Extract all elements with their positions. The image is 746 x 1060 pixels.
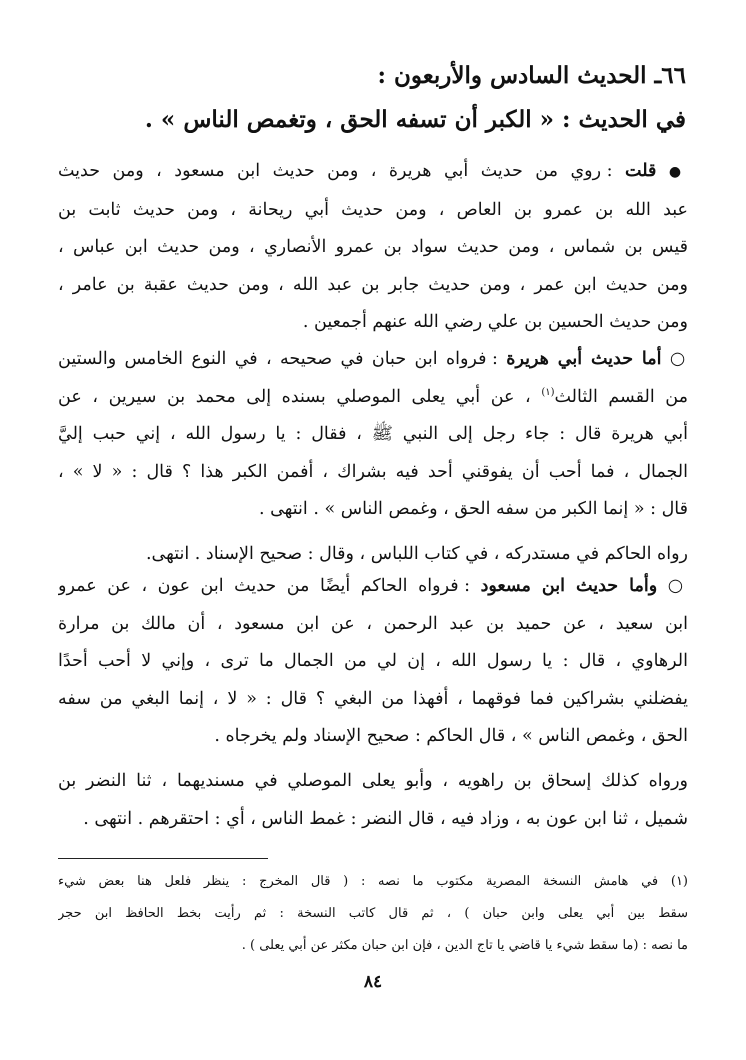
subtitle-quote: « الكبر أن تسفه الحق ، وتغمص الناس » .: [144, 106, 554, 133]
footnote-line: ما نصه : (ما سقط شيء يا قاضي يا تاج الدين ، فإن ابن حبان مكثر عن أبي يعلى ) .: [241, 938, 688, 953]
line-text: في هامش النسخة المصرية مكتوب ما نصه : ( قال المخرج : ينظر فلعل هنا بعض شيء: [58, 874, 659, 889]
paragraph-abu-hurairah: [58, 341, 688, 529]
text-line: [58, 341, 688, 379]
paragraph-ishaq: [58, 763, 688, 838]
text-line: [58, 379, 688, 417]
line-text: من القسم الثالث: [554, 386, 688, 407]
footnote-number: (١): [670, 874, 688, 889]
footnote-reference: (١): [541, 386, 555, 398]
text-line: يفضلني بشراكين فما فوقهما ، أفهذا من البغي ؟ قال : « لا ، إنما البغي من سفه: [58, 688, 688, 709]
footnote: [58, 866, 688, 962]
text-line: الرهاوي ، قال : يا رسول الله ، إن لي من الجمال ما ترى ، وإني لا أحب أحدًا: [58, 651, 688, 672]
hadith-title: [60, 58, 686, 94]
paragraph-label: قلت: [625, 161, 657, 181]
line-text: : فرواه ابن حبان في صحيحه ، في النوع الخامس والستين: [58, 349, 498, 369]
circle-marker-icon: ○: [669, 349, 688, 369]
text-line: الحق ، وغمص الناس » ، قال الحاكم : صحيح الإسناد ولم يخرجاه .: [214, 726, 688, 747]
hadith-number-title: ٦٦ـ الحديث السادس والأربعون :: [377, 62, 686, 89]
text-line: الجمال ، فما أحب أن يفوقني أحد فيه بشراك ، أفمن الكبر هذا ؟ قال : « لا » ،: [58, 461, 688, 482]
paragraph-label: وأما حديث ابن مسعود: [480, 576, 658, 596]
text-line: أبي هريرة قال : جاء رجل إلى النبي ﷺ ، فقال : يا رسول الله ، إني حبب إليَّ: [58, 424, 688, 445]
page-number: ٨٤: [363, 972, 383, 992]
text-line: [58, 153, 688, 192]
line-text: ، عن أبي يعلى الموصلي بسنده إلى محمد بن سيرين ، عن: [58, 386, 531, 407]
subtitle-label: في الحديث :: [562, 106, 686, 133]
paragraph-ibn-masud: [58, 568, 688, 756]
hadith-subtitle: [60, 102, 686, 138]
text-line: ومن حديث ابن عمر ، ومن حديث جابر بن عبد الله ، ومن حديث عقبة بن عامر ،: [58, 274, 688, 295]
bullet-icon: ●: [668, 164, 688, 180]
text-line: عبد الله بن عمرو بن العاص ، ومن حديث أبي ريحانة ، ومن حديث ثابت بن: [58, 199, 688, 220]
text-line: ومن حديث الحسين بن علي رضي الله عنهم أجمعين .: [302, 312, 688, 333]
text-line: قيس بن شماس ، ومن حديث سواد بن عمرو الأنصاري ، ومن حديث ابن عباس ،: [58, 237, 688, 258]
footnote-divider: [58, 858, 268, 859]
footnote-line: [58, 866, 688, 898]
line-text: : فرواه الحاكم أيضًا من حديث ابن عون ، عن عمرو: [58, 576, 471, 596]
line-text: : روي من حديث أبي هريرة ، ومن حديث ابن مسعود ، ومن حديث: [58, 161, 613, 181]
circle-marker-icon: ○: [667, 576, 688, 596]
text-line: ابن سعيد ، عن حميد بن عبد الرحمن ، عن ابن مسعود ، أن مالك بن مرارة: [58, 613, 688, 634]
footnote-line: سقط بين أبي يعلى وابن حبان ) ، ثم قال كاتب النسخة : ثم رأيت بخط الحافظ ابن حجر: [58, 906, 688, 921]
text-line: رواه الحاكم في مستدركه ، في كتاب اللباس ، وقال : صحيح الإسناد . انتهى.: [145, 544, 688, 564]
paragraph-qultu: [58, 153, 688, 342]
text-line: قال : « إنما الكبر من سفه الحق ، وغمص الناس » . انتهى .: [258, 499, 688, 520]
text-line: ورواه كذلك إسحاق بن راهويه ، وأبو يعلى الموصلي في مسنديهما ، ثنا النضر بن: [58, 771, 688, 791]
paragraph-label: أما حديث أبي هريرة: [506, 349, 662, 369]
text-line: شميل ، ثنا ابن عون به ، وزاد فيه ، قال النضر : غمط الناس ، أي : احتقرهم . انتهى .: [83, 808, 688, 829]
text-line: [58, 568, 688, 606]
